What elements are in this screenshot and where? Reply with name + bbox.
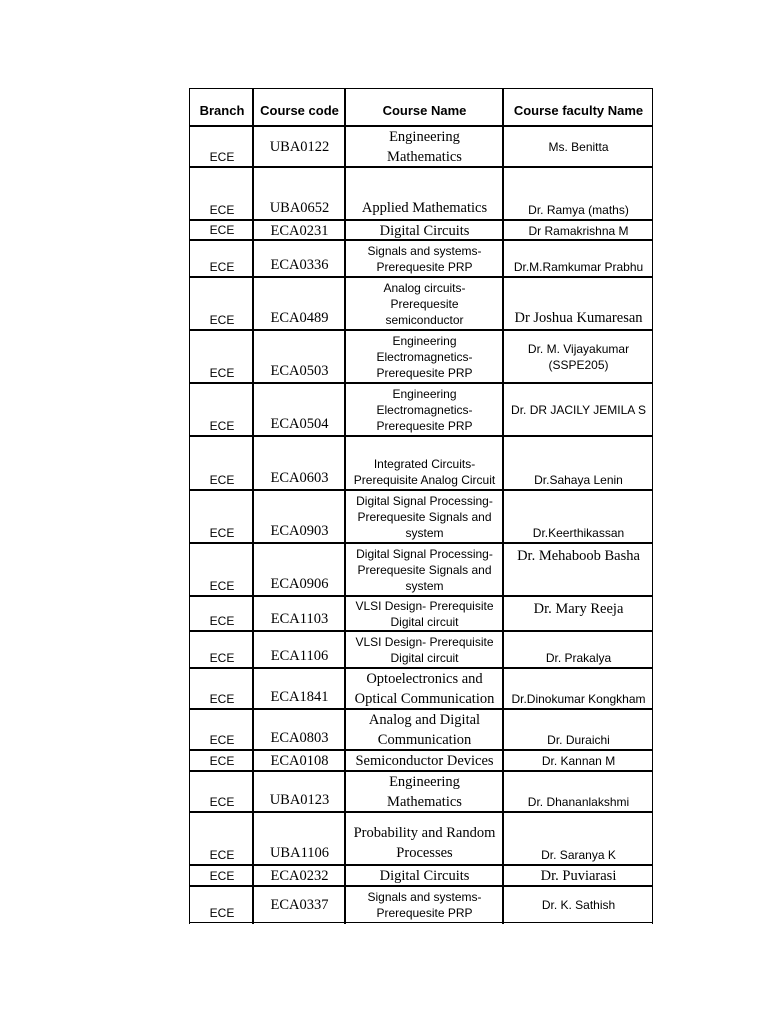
course-name-cell	[347, 633, 502, 667]
course-code-cell	[255, 867, 344, 885]
course-code-cell-text: UBA0652	[269, 200, 330, 216]
branch-cell	[192, 711, 252, 749]
course-name-cell	[347, 598, 502, 630]
course-name-cell	[347, 279, 502, 329]
course-name-cell-text: VLSI Design- Prerequisite Digital circuit	[355, 635, 494, 665]
faculty-name-cell	[505, 279, 652, 329]
column-divider	[344, 89, 346, 924]
faculty-name-cell-text: Dr Joshua Kumaresan	[514, 310, 643, 326]
course-name-cell-text: Semiconductor Devices	[355, 753, 494, 769]
branch-cell	[192, 888, 252, 922]
branch-cell	[192, 670, 252, 708]
branch-cell	[192, 222, 252, 239]
faculty-name-cell-text: Dr. Kannan M	[541, 754, 616, 768]
course-code-cell	[255, 888, 344, 922]
course-code-cell-text: ECA0603	[270, 470, 329, 486]
branch-cell	[192, 867, 252, 885]
course-name-cell	[347, 385, 502, 435]
faculty-name-cell-text: Dr.Keerthikassan	[532, 526, 625, 540]
branch-cell	[192, 332, 252, 382]
faculty-name-cell-text: Dr. Mehaboob Basha	[517, 548, 640, 564]
course-name-cell-text: Integrated Circuits- Prerequisite Analog Circuit	[353, 457, 496, 487]
faculty-name-cell-text: Dr. Mary Reeja	[533, 601, 624, 617]
branch-cell	[192, 773, 252, 811]
branch-cell-text: ECE	[209, 203, 235, 217]
column-divider	[652, 89, 653, 924]
course-code-cell	[255, 242, 344, 276]
faculty-name-cell	[505, 242, 652, 276]
course-name-cell	[347, 814, 502, 864]
branch-cell-text: ECE	[209, 313, 235, 327]
course-name-cell-text: Signals and systems- Prerequesite PRP	[367, 244, 482, 274]
course-code-cell	[255, 773, 344, 811]
faculty-name-cell-text: Dr. K. Sathish	[541, 898, 616, 912]
branch-cell	[192, 492, 252, 542]
branch-cell	[192, 752, 252, 770]
course-name-cell	[347, 492, 502, 542]
course-code-cell-text: ECA1841	[270, 689, 329, 705]
faculty-name-cell-text: Dr.Dinokumar Kongkham	[511, 692, 646, 706]
course-code-cell	[255, 438, 344, 489]
course-code-cell	[255, 598, 344, 630]
course-name-cell	[347, 867, 502, 885]
course-code-cell-text: UBA0122	[269, 139, 330, 155]
course-code-cell-text: ECA0903	[270, 523, 329, 539]
course-code-cell-text: ECA0803	[270, 730, 329, 746]
course-name-cell	[347, 438, 502, 489]
course-code-cell-text: UBA1106	[269, 845, 330, 861]
row-divider	[189, 864, 653, 866]
course-name-cell	[347, 128, 502, 166]
faculty-name-cell	[505, 633, 652, 667]
branch-header-text: Branch	[199, 103, 245, 118]
course-name-cell-text: Engineering Mathematics	[387, 129, 462, 165]
faculty-name-cell	[505, 545, 652, 595]
row-divider	[189, 811, 653, 813]
course-name-cell-text: Signals and systems- Prerequesite PRP	[367, 890, 482, 920]
branch-cell-text: ECE	[209, 614, 235, 628]
faculty-name-cell-text: Dr. DR JACILY JEMILA S	[511, 403, 646, 417]
course-name-cell	[347, 711, 502, 749]
branch-cell	[192, 598, 252, 630]
course-name-cell-text: Analog and Digital Communication	[368, 712, 481, 748]
row-divider	[189, 239, 653, 241]
branch-cell-text: ECE	[209, 366, 235, 380]
column-divider	[502, 89, 504, 924]
course-code-cell-text: ECA0504	[270, 416, 329, 432]
course-code-cell-text: ECA0337	[270, 897, 329, 913]
faculty-name-cell	[505, 598, 652, 630]
course-code-cell	[255, 545, 344, 595]
row-divider	[189, 630, 653, 632]
row-divider	[189, 667, 653, 669]
faculty-name-cell-text: Dr. M. Vijayakumar (SSPE205)	[527, 342, 630, 372]
faculty-name-cell-text: Dr. Puviarasi	[540, 868, 617, 884]
row-divider	[189, 435, 653, 437]
faculty-name-cell	[505, 773, 652, 811]
row-divider	[189, 542, 653, 544]
branch-cell-text: ECE	[209, 579, 235, 593]
faculty-name-cell-text: Dr. Dhananlakshmi	[527, 795, 630, 809]
row-divider	[189, 595, 653, 597]
course-name-cell-text: Analog circuits- Prerequesite semiconductor	[383, 281, 466, 327]
faculty-name-cell	[505, 332, 652, 382]
branch-cell-text: ECE	[209, 223, 235, 237]
branch-cell-text: ECE	[209, 260, 235, 274]
faculty-name-cell	[505, 711, 652, 749]
faculty-name-cell	[505, 222, 652, 239]
branch-cell	[192, 545, 252, 595]
row-divider	[189, 329, 653, 331]
branch-cell-text: ECE	[209, 651, 235, 665]
faculty-name-cell	[505, 492, 652, 542]
course-code-cell	[255, 711, 344, 749]
branch-cell-text: ECE	[209, 526, 235, 540]
branch-cell-text: ECE	[209, 692, 235, 706]
course-code-cell	[255, 752, 344, 770]
course-code-cell-text: ECA0906	[270, 576, 329, 592]
row-divider	[189, 276, 653, 278]
faculty-name-cell-text: Dr. Ramya (maths)	[528, 203, 629, 217]
course-name-cell	[347, 242, 502, 276]
branch-cell	[192, 128, 252, 166]
course-name-cell	[347, 888, 502, 922]
course-code-cell-text: UBA0123	[269, 792, 330, 808]
faculty-name-cell-text: Dr. Duraichi	[547, 733, 610, 747]
course-code-cell-text: ECA0503	[270, 363, 329, 379]
branch-cell-text: ECE	[209, 848, 235, 862]
faculty-name-cell	[505, 814, 652, 864]
row-divider	[189, 219, 653, 221]
course-name-cell-text: Digital Circuits	[379, 222, 470, 239]
branch-cell-text: ECE	[209, 869, 235, 883]
course-code-cell	[255, 279, 344, 329]
course-code-cell	[255, 670, 344, 708]
course-name-cell	[347, 773, 502, 811]
course-name-cell-text: Digital Circuits	[379, 868, 470, 884]
branch-cell	[192, 633, 252, 667]
row-divider	[189, 770, 653, 772]
row-divider	[189, 708, 653, 710]
course-code-cell-text: ECA0231	[270, 222, 329, 239]
branch-cell-text: ECE	[209, 733, 235, 747]
branch-cell-text: ECE	[209, 754, 235, 768]
row-divider	[189, 166, 653, 168]
faculty-name-cell	[505, 385, 652, 435]
faculty-name-header-text: Course faculty Name	[513, 103, 644, 118]
faculty-name-cell	[505, 752, 652, 770]
course-name-cell-text: Engineering Mathematics	[387, 774, 462, 810]
branch-cell-text: ECE	[209, 473, 235, 487]
branch-cell	[192, 242, 252, 276]
faculty-name-cell-text: Dr.M.Ramkumar Prabhu	[513, 260, 644, 274]
course-code-cell	[255, 814, 344, 864]
branch-cell-text: ECE	[209, 795, 235, 809]
faculty-name-cell-text: Dr Ramakrishna M	[528, 223, 629, 238]
branch-cell-text: ECE	[209, 906, 235, 920]
course-name-cell-text: Digital Signal Processing- Prerequesite Signals and system	[356, 494, 493, 540]
faculty-name-cell	[505, 867, 652, 885]
faculty-name-cell	[505, 169, 652, 219]
branch-cell	[192, 814, 252, 864]
branch-cell	[192, 385, 252, 435]
course-code-cell	[255, 128, 344, 166]
row-divider	[189, 749, 653, 751]
row-divider	[189, 88, 653, 89]
course-name-cell-text: Probability and Random Processes	[353, 825, 496, 861]
course-name-cell	[347, 222, 502, 239]
faculty-name-cell	[505, 128, 652, 166]
course-name-cell-text: Optoelectronics and Optical Communication	[354, 671, 495, 707]
course-code-cell	[255, 492, 344, 542]
course-name-cell	[347, 545, 502, 595]
course-code-cell	[255, 222, 344, 239]
course-code-cell	[255, 169, 344, 219]
row-divider	[189, 125, 653, 127]
course-name-cell	[347, 670, 502, 708]
course-code-cell	[255, 385, 344, 435]
course-name-header-text: Course Name	[382, 103, 467, 118]
course-code-cell-text: ECA1103	[270, 611, 329, 627]
branch-cell-text: ECE	[209, 419, 235, 433]
course-code-cell-text: ECA0336	[270, 257, 329, 273]
row-divider	[189, 489, 653, 491]
course-name-cell-text: Engineering Electromagnetics- Prerequesite PRP	[376, 387, 473, 433]
faculty-name-cell-text: Ms. Benitta	[548, 140, 609, 154]
row-divider	[189, 382, 653, 384]
course-name-cell-text: Engineering Electromagnetics- Prerequesite PRP	[376, 334, 473, 380]
course-name-cell	[347, 169, 502, 219]
branch-cell	[192, 169, 252, 219]
column-divider	[252, 89, 254, 924]
row-divider	[189, 922, 653, 923]
course-name-cell	[347, 332, 502, 382]
branch-cell	[192, 438, 252, 489]
course-code-cell	[255, 332, 344, 382]
branch-cell	[192, 279, 252, 329]
faculty-name-cell	[505, 888, 652, 922]
course-code-cell-text: ECA0108	[270, 753, 329, 769]
row-divider	[189, 885, 653, 887]
course-code-cell-text: ECA0489	[270, 310, 329, 326]
course-code-cell	[255, 633, 344, 667]
branch-cell-text: ECE	[209, 150, 235, 164]
course-code-header-text: Course code	[260, 103, 339, 118]
faculty-name-cell	[505, 438, 652, 489]
faculty-name-cell-text: Dr. Saranya K	[541, 848, 616, 862]
course-name-cell	[347, 752, 502, 770]
course-code-cell-text: ECA0232	[270, 868, 329, 884]
faculty-name-cell	[505, 670, 652, 708]
column-divider	[189, 89, 190, 924]
course-name-cell-text: Applied Mathematics	[361, 200, 488, 216]
course-name-cell-text: Digital Signal Processing- Prerequesite Signals and system	[356, 547, 493, 593]
faculty-name-cell-text: Dr. Prakalya	[545, 651, 612, 665]
course-name-cell-text: VLSI Design- Prerequisite Digital circuit	[355, 599, 494, 629]
faculty-name-cell-text: Dr.Sahaya Lenin	[534, 473, 623, 487]
course-code-cell-text: ECA1106	[270, 648, 329, 664]
